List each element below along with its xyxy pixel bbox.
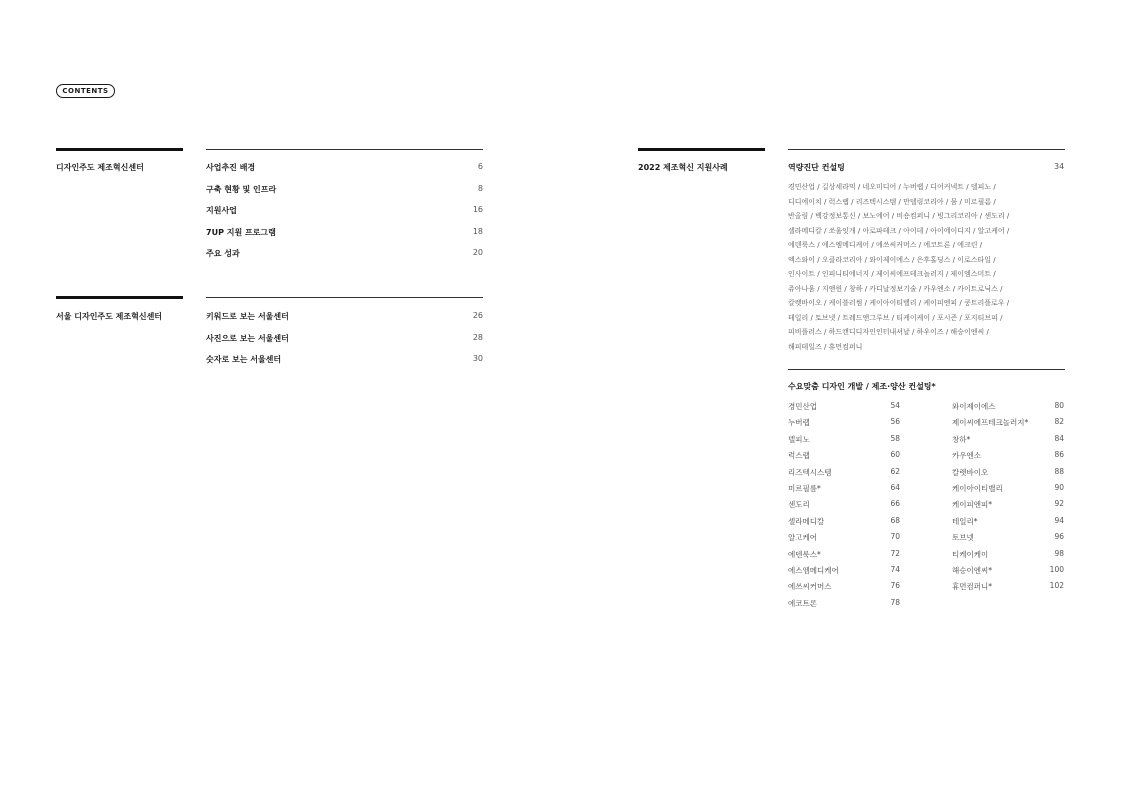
list-item[interactable] <box>788 516 900 532</box>
item-page: 76 <box>890 581 900 591</box>
toc-item[interactable] <box>206 354 483 376</box>
section-1-title: 디자인주도 제조혁신센터 <box>56 163 144 172</box>
toc-item-label: 숫자로 보는 서울센터 <box>206 355 282 364</box>
section-2-title: 서울 디자인주도 제조혁신센터 <box>56 312 163 321</box>
design-column-2 <box>952 401 1064 598</box>
toc-item-label: 키워드로 보는 서울센터 <box>206 312 289 321</box>
item-label: 카우엔소 <box>952 451 981 461</box>
item-page: 84 <box>1054 433 1064 443</box>
company-line: 에덴룩스 / 에스엠메디케어 / 에쓰씨커머스 / 에코트론 / 에크린 / <box>788 241 983 249</box>
list-item[interactable] <box>788 532 900 548</box>
item-page: 100 <box>1049 564 1064 574</box>
section-1-toc <box>206 162 483 270</box>
company-line: 경민산업 / 길상세라믹 / 네오미디어 / 누버랩 / 디어커넥트 / 델피노 / <box>788 183 996 191</box>
item-page: 78 <box>890 597 900 607</box>
company-line: 셀라메디칼 / 쏘울잇개 / 아로파테크 / 아이데 / 아이에이디지 / 알고케어 / <box>788 226 1010 235</box>
section-1-bar <box>56 148 183 151</box>
section-2-divider <box>206 297 483 298</box>
list-item[interactable] <box>788 499 900 515</box>
list-item[interactable] <box>952 581 1064 597</box>
item-page: 86 <box>1054 450 1064 460</box>
list-item[interactable] <box>788 450 900 466</box>
item-label: 알고케어 <box>788 533 817 543</box>
design-heading[interactable]: 수요맞춤 디자인 개발 / 제조·양산 컨설팅* <box>788 382 936 391</box>
item-label: 와이제이에스 <box>952 402 996 411</box>
toc-item[interactable] <box>206 248 483 270</box>
company-line: 테일리 / 토브넷 / 트레드앤그루브 / 티케이케이 / 포시즌 / 포지티브피 / <box>788 313 1003 322</box>
item-page: 90 <box>1054 482 1064 492</box>
design-divider <box>788 369 1065 370</box>
list-item[interactable] <box>952 401 1064 417</box>
item-label: 에코트론 <box>788 598 817 608</box>
list-item[interactable] <box>788 598 900 614</box>
toc-item[interactable] <box>206 184 483 206</box>
toc-item[interactable] <box>206 333 483 355</box>
item-label: 럭스랩 <box>788 451 810 461</box>
toc-item[interactable] <box>206 162 483 184</box>
toc-item-page: 18 <box>472 226 483 236</box>
contents-badge: CONTENTS <box>56 84 115 98</box>
company-line: 쥬아나움 / 지앤윈 / 창하 / 카디날정보기술 / 카우엔소 / 카이트로닉스 / <box>788 284 1003 293</box>
company-line: 피비플러스 / 하드캔디디자인인터내셔날 / 하우이즈 / 해승이엔씨 / <box>788 328 989 336</box>
item-label: 델피노 <box>788 434 810 444</box>
item-page: 64 <box>890 482 900 492</box>
item-page: 102 <box>1049 581 1064 591</box>
list-item[interactable] <box>788 581 900 597</box>
company-line: 엑스와이 / 오클라코리아 / 와이제이에스 / 은후홀딩스 / 이로스타일 / <box>788 255 996 264</box>
list-item[interactable] <box>788 483 900 499</box>
item-label: 셀라메디칼 <box>788 516 825 526</box>
company-line: 반올림 / 백강정보통신 / 보노에어 / 비숑컴퍼니 / 빙그리코리아 / 센도리 / <box>788 212 1010 220</box>
list-item[interactable] <box>788 401 900 417</box>
item-page: 54 <box>890 401 900 410</box>
item-label: 티케이케이 <box>952 549 989 559</box>
item-page: 58 <box>890 433 900 443</box>
item-page: 56 <box>890 417 900 427</box>
item-label: 케이아이티밸리 <box>952 483 1003 493</box>
toc-item-label: 주요 성과 <box>206 249 240 258</box>
item-page: 96 <box>1054 532 1064 542</box>
section-1-divider <box>206 149 483 150</box>
toc-item[interactable] <box>206 311 483 333</box>
item-label: 제이씨에프테크놀러지* <box>952 418 1029 428</box>
item-page: 66 <box>890 499 900 509</box>
item-label: 토브넷 <box>952 533 974 543</box>
toc-item-page: 16 <box>472 205 483 214</box>
item-label: 누버랩 <box>788 418 810 428</box>
item-page: 94 <box>1054 515 1064 525</box>
cases-bar <box>638 148 765 151</box>
item-label: 창하* <box>952 434 971 444</box>
toc-item[interactable] <box>206 227 483 249</box>
section-2-bar <box>56 296 183 299</box>
toc-item-label: 지원사업 <box>206 206 237 215</box>
list-item[interactable] <box>952 516 1064 532</box>
item-label: 케이피엔피* <box>952 500 992 510</box>
item-label: 미르필름* <box>788 483 821 493</box>
item-page: 62 <box>890 466 900 476</box>
consulting-heading[interactable]: 역량진단 컨설팅 <box>788 163 845 172</box>
item-page: 74 <box>890 564 900 574</box>
list-item[interactable] <box>952 450 1064 466</box>
list-item[interactable] <box>788 417 900 433</box>
list-item[interactable] <box>952 565 1064 581</box>
toc-item-page: 6 <box>477 162 483 171</box>
item-label: 에쓰씨커머스 <box>788 582 832 592</box>
toc-item-label: 사진으로 보는 서울센터 <box>206 333 289 343</box>
consulting-divider <box>788 149 1065 150</box>
list-item[interactable] <box>952 549 1064 565</box>
item-page: 92 <box>1054 499 1064 509</box>
item-page: 60 <box>890 450 900 460</box>
cases-title: 2022 제조혁신 지원사례 <box>638 163 728 172</box>
list-item[interactable] <box>952 483 1064 499</box>
list-item[interactable] <box>952 417 1064 433</box>
list-item[interactable] <box>952 532 1064 548</box>
toc-item-label: 구축 현황 및 인프라 <box>206 184 277 194</box>
list-item[interactable] <box>788 549 900 565</box>
toc-item-page: 8 <box>477 183 483 193</box>
company-line: 디디에이치 / 럭스랩 / 리즈텍시스템 / 만델링코리아 / 뭄 / 미르필름 / <box>788 197 996 206</box>
toc-item-page: 28 <box>472 332 483 342</box>
toc-item-page: 30 <box>472 354 483 363</box>
item-label: 테일리* <box>952 516 978 526</box>
item-label: 리즈텍시스템 <box>788 467 832 477</box>
design-column-1 <box>788 401 900 614</box>
item-label: 휴먼컴퍼니* <box>952 582 992 592</box>
toc-item-label: 사업추진 배경 <box>206 163 256 172</box>
toc-item-page: 26 <box>472 311 483 320</box>
item-label: 에스엠메디케어 <box>788 565 839 575</box>
list-item[interactable] <box>788 467 900 483</box>
toc-item-label: 7UP 지원 프로그램 <box>206 227 276 237</box>
item-label: 센도리 <box>788 500 810 510</box>
item-page: 98 <box>1054 548 1064 558</box>
toc-item[interactable] <box>206 205 483 227</box>
company-line: 칼렛바이오 / 케이블러썸 / 케이아이티밸리 / 케이피엔피 / 쿵트리플로우 / <box>788 299 1010 307</box>
item-label: 에덴룩스* <box>788 549 821 559</box>
list-item[interactable] <box>788 434 900 450</box>
section-2-toc <box>206 311 483 376</box>
item-page: 80 <box>1054 401 1064 410</box>
list-item[interactable] <box>952 434 1064 450</box>
list-item[interactable] <box>952 467 1064 483</box>
company-line: 인사이트 / 인피니티에너지 / 제이씨에프테크놀러지 / 제이엠스미트 / <box>788 270 996 278</box>
item-page: 88 <box>1054 466 1064 476</box>
toc-item-page: 20 <box>472 248 483 257</box>
company-line: 해피테일즈 / 휴먼컴퍼니 <box>788 342 863 351</box>
item-label: 경민산업 <box>788 402 817 411</box>
item-page: 72 <box>890 548 900 558</box>
item-page: 82 <box>1054 417 1064 427</box>
consulting-page: 34 <box>1054 162 1065 171</box>
item-page: 70 <box>890 532 900 542</box>
consulting-company-list <box>788 180 1009 354</box>
item-page: 68 <box>890 515 900 525</box>
item-label: 칼렛바이오 <box>952 467 989 477</box>
item-label: 해승이엔씨* <box>952 565 992 575</box>
list-item[interactable] <box>788 565 900 581</box>
list-item[interactable] <box>952 499 1064 515</box>
